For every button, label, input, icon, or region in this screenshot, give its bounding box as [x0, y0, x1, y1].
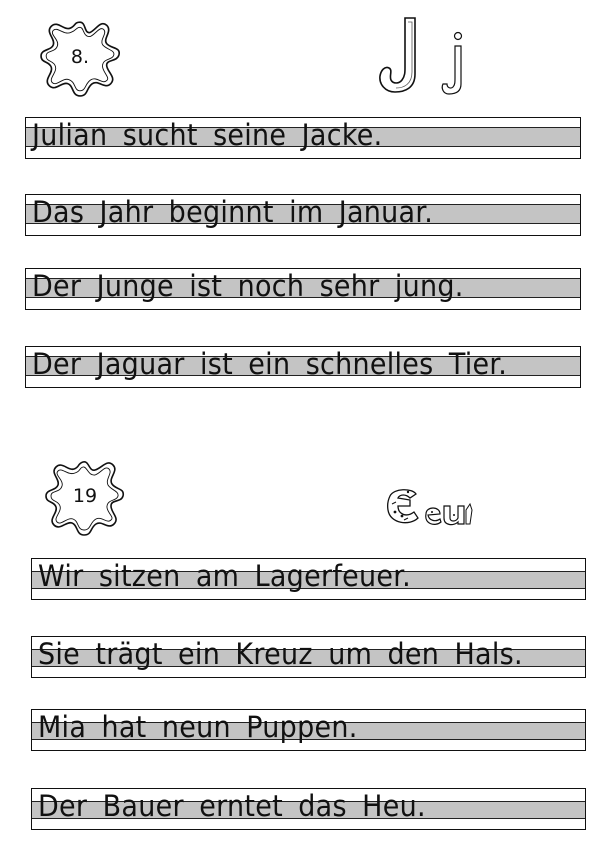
sentence: Der Junge ist noch sehr jung. — [32, 269, 464, 303]
letter-eu-outline-icon — [384, 484, 476, 530]
exercise-number: 19 — [72, 485, 98, 507]
sentence: Mia hat neun Puppen. — [38, 710, 358, 744]
sentence: Der Bauer erntet das Heu. — [38, 789, 426, 823]
exercise-number: 8. — [70, 46, 90, 68]
sentence: Der Jaguar ist ein schnelles Tier. — [32, 347, 508, 381]
exercise-number-badge — [45, 456, 125, 536]
writing-line — [25, 194, 581, 236]
sentence: Sie trägt ein Kreuz um den Hals. — [38, 637, 523, 671]
writing-line — [31, 788, 586, 830]
writing-line — [25, 117, 581, 159]
writing-line — [31, 709, 586, 751]
writing-line — [31, 636, 586, 678]
exercise-number-badge — [39, 16, 121, 98]
sentence: Das Jahr beginnt im Januar. — [32, 195, 434, 229]
sentence: Julian sucht seine Jacke. — [32, 118, 383, 152]
writing-line — [31, 558, 586, 600]
sentence: Wir sitzen am Lagerfeuer. — [38, 559, 411, 593]
writing-line — [25, 268, 581, 310]
letter-j-outline-icon — [375, 14, 475, 96]
writing-line — [25, 346, 581, 388]
